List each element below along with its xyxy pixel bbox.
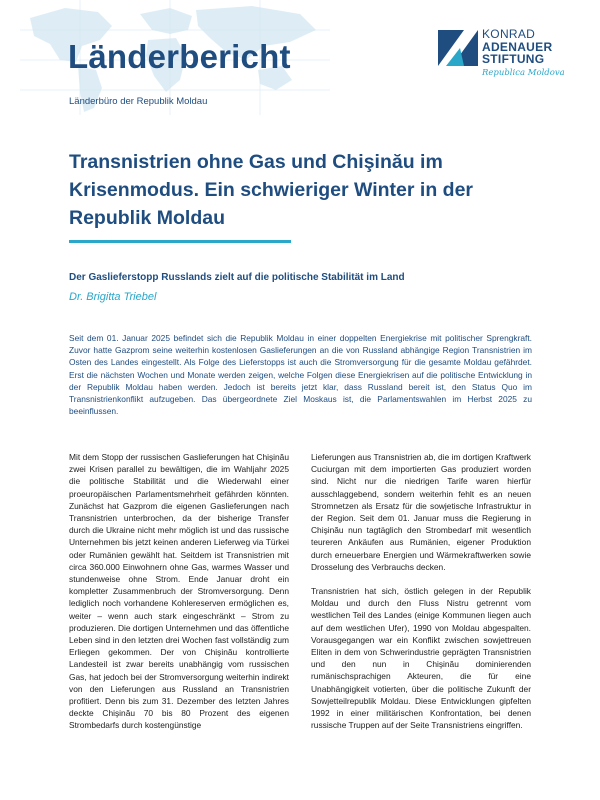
body-paragraph: Transnistrien hat sich, östlich gelegen in der Republik Moldau und durch den Fluss Nistru getrennt vom westlichen Teil des Landes (einige Kommunen liegen auch auf dem westlichen Ufer), 1990 von Moldau abgespalten. Vorausgegangen war ein Konflikt zwischen sowjettreuen Eliten in dem von Schwerindustrie geprägten Transnistrien und den nun in Chişinău dominierenden rumänischsprachigen Akteuren, die für eine Unabhängigkeit votierten, über die politische Zukunft der Sowjetteilrepublik Moldau. Diese Entwicklungen gipfelten 1992 in einer militärischen Konfrontation, bei denen russische Truppen auf der Seite Transnistriens eingriffen. [311,586,531,731]
kas-logo [438,28,578,80]
document-title: Transnistrien ohne Gas und Chişinău im Krisenmodus. Ein schwieriger Winter in der Republik Moldau [69,151,473,229]
abstract-paragraph: Seit dem 01. Januar 2025 befindet sich die Republik Moldau in einer doppelten Energiekrise mit politischer Sprengkraft. Zuvor hatte Gazprom seine weiterhin kostenlosen Gaslieferungen an die von Russland abhängige Region Transnistrien im Osten des Landes eingestellt. Als Folge des Lieferstopps ist auch die Stromversorgung für die gesamte Moldau gefährdet. Erst die nächsten Wochen und Monate werden zeigen, welche Folgen diese Energiekrisen auf die politische Entwicklung in der Republik Moldau haben werden. Jedoch ist bereits jetzt klar, dass Russland bereit ist, den Status Quo im Transnistrienkonflikt aufzugeben. Das übergeordnete Ziel Moskaus ist, die Parlamentswahlen im Herbst 2025 zu beeinflussen. [69,333,532,417]
logo-line-2: ADENAUER [482,39,553,54]
logo-line-1: KONRAD [482,27,536,41]
body-column-left [69,451,289,744]
body-paragraph: Lieferungen aus Transnistrien ab, die im dortigen Kraftwerk Cuciurgan mit dem importierten Gas produziert worden sind. Nicht nur die niedrigen Tarife waren hierfür ausschlaggebend, sondern weiterhin fehlt es an neuen Stromnetzen als Ersatz für die sowjetische Infrastruktur in der Region. Seit dem 01. Januar muss die Regierung in Chişinău nun tagtäglich den Strombedarf mit wesentlich teureren Ankäufen aus Rumänien, eigener Produktion durch erneuerbare Energien und Wärmekraftwerken sowie Drosselung des Verbrauchs decken. [311,452,531,572]
office-name: Länderbüro der Republik Moldau [69,96,208,107]
title-underline [69,240,291,243]
logo-region: Republica Moldova [482,68,565,78]
document-subtitle: Der Gaslieferstopp Russlands zielt auf die politische Stabilität im Land [69,272,405,283]
kas-logo-text [482,28,552,66]
author-name: Dr. Brigitta Triebel [69,291,157,303]
report-type-title: Länderbericht [68,38,291,75]
kas-logo-mark-icon [438,30,478,66]
body-column-right [311,451,531,743]
logo-line-3: STIFTUNG [482,52,545,66]
body-paragraph: Mit dem Stopp der russischen Gaslieferungen hat Chişinău zwei Krisen parallel zu bewältigen, die im Wahljahr 2025 die politische Stabilität und die Wiederwahl einer proeuropäischen Parlamentsmehrheit gefährden könnten. Zunächst hat Gazprom die eigenen Gaslieferungen nach Transnistrien unterbrochen, da der bisherige Transfer durch die Ukraine nicht mehr möglich ist und das russische Unternehmen bis jetzt keinen anderen Lieferweg via Türkei oder Rumänien gewählt hat. Seitdem ist Transnistrien mit circa 360.000 Einwohnern ohne Gas, warmes Wasser und stundenweise ohne Strom. Ende Januar droht ein kompletter Zusammenbruch der Stromversorgung. Denn lediglich noch vorhandene Kohlereserven ermöglichen es, weiter – wenn auch stark eingeschränkt – Strom zu produzieren. Die dortigen Unternehmen und das öffentliche Leben sind in den letzten drei Wochen fast vollständig zum Erliegen gekommen. Der von Chişinău kontrollierte Landesteil ist zwar bereits unabhängig vom russischen Gas, hat jedoch bei der Stromversorgung weiterhin indirekt von den Lieferungen aus Russland an Transnistrien profitiert. Denn bis zum 31. Dezember des letzten Jahres deckte Chişinău 70 bis 80 Prozent des eigenen Strombedarfs durch kostengünstige [69,452,289,731]
